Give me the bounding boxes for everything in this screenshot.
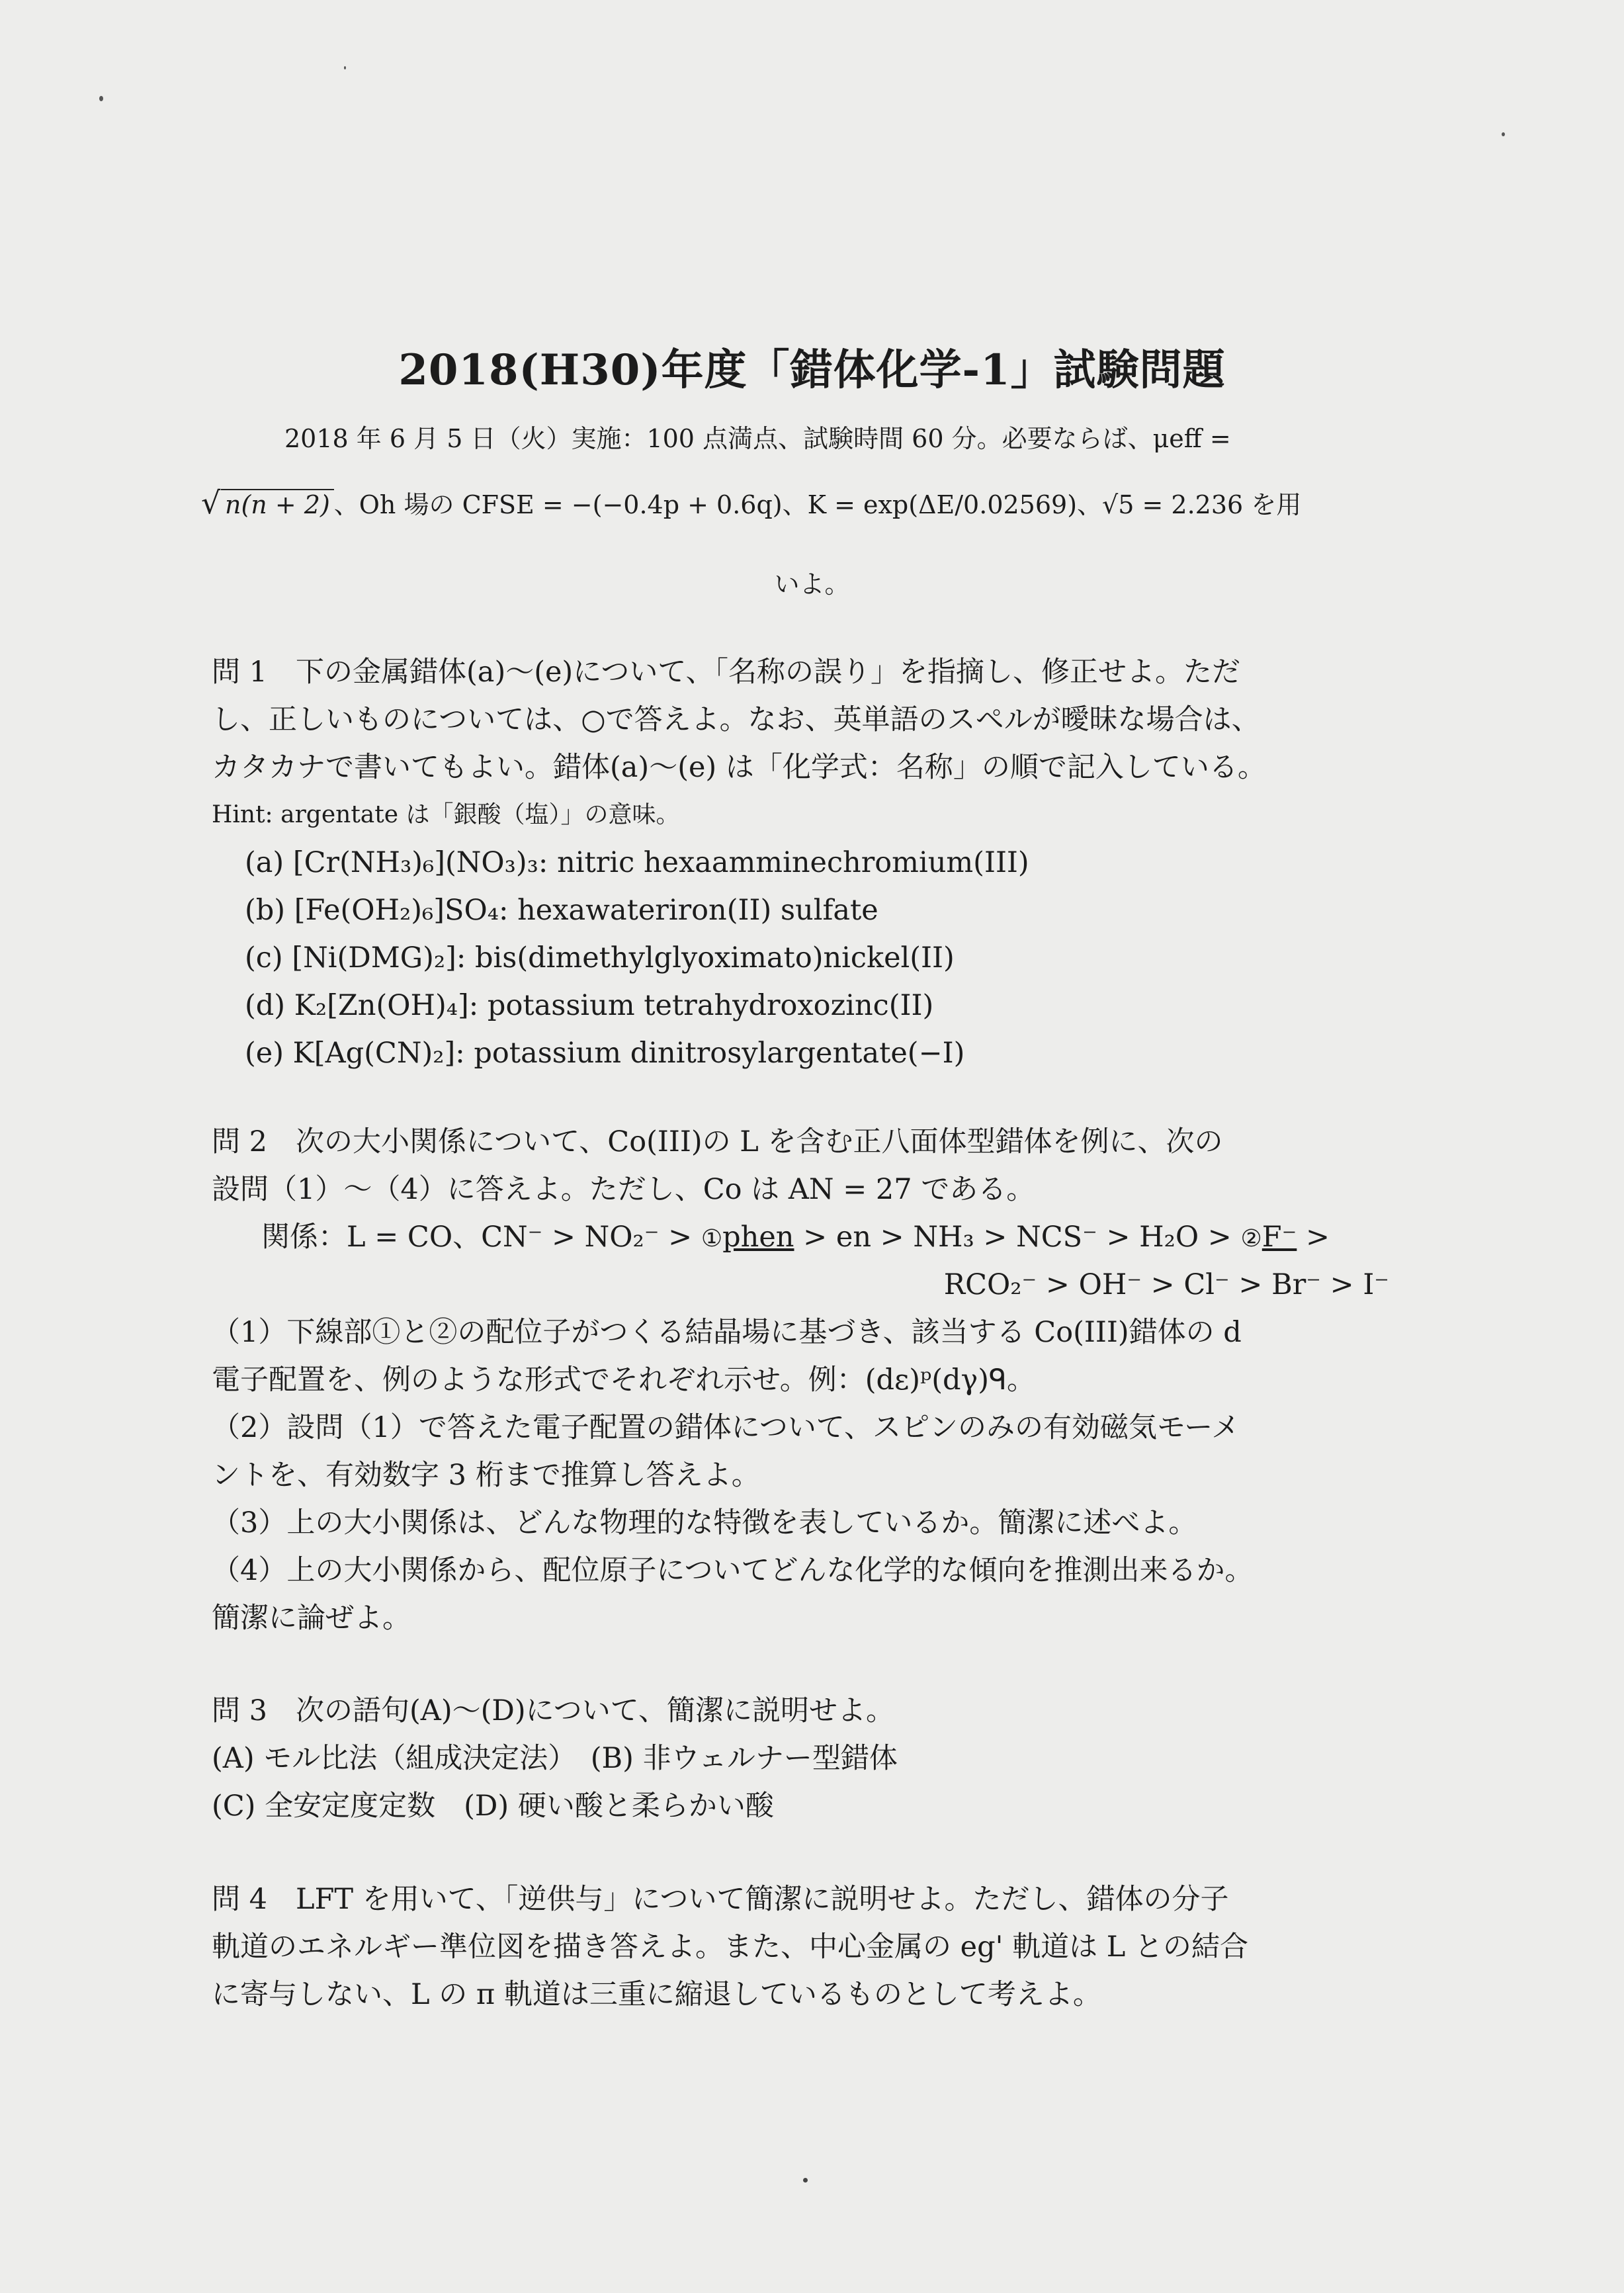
q2-sub-line: （3）上の大小関係は、どんな物理的な特徴を表しているか。簡潔に述べよ。 bbox=[212, 1506, 1197, 1539]
q1-item-a: (a) [Cr(NH₃)₆](NO₃)₃: nitric hexaamminechromium(III) bbox=[245, 846, 1029, 879]
q2-line: 設問（1）〜（4）に答えよ。ただし、Co は AN = 27 である。 bbox=[212, 1173, 1035, 1206]
phen-marker: ① bbox=[701, 1225, 723, 1252]
q3-line: 問 3 次の語句(A)〜(D)について、簡潔に説明せよ。 bbox=[212, 1694, 894, 1727]
scan-speck bbox=[803, 2178, 808, 2183]
question-2 bbox=[212, 1118, 1396, 1642]
q2-relation-line-2: RCO₂⁻ > OH⁻ > Cl⁻ > Br⁻ > I⁻ bbox=[943, 1268, 1389, 1301]
intro-line-2 bbox=[218, 484, 1409, 521]
intro-line-3: いよ。 bbox=[774, 570, 850, 599]
q2-relation bbox=[212, 1213, 1396, 1261]
q2-relation-mid: > en > NH₃ > NCS⁻ > H₂O > bbox=[794, 1221, 1241, 1254]
intro-line-1: 2018 年 6 月 5 日（火）実施：100 点満点、試験時間 60 分。必要ならば、μeff = bbox=[284, 424, 1231, 453]
q2-relation-head: 関係：L = CO、CN⁻ > NO₂⁻ > bbox=[261, 1221, 701, 1254]
fluoride-underlined: F⁻ bbox=[1261, 1221, 1297, 1254]
question-3 bbox=[212, 1687, 1396, 1830]
question-1 bbox=[212, 648, 1396, 1077]
q2-line: 問 2 次の大小関係について、Co(III)の L を含む正八面体型錯体を例に、次の bbox=[212, 1125, 1223, 1158]
q1-line: 問 1 下の金属錯体(a)〜(e)について、「名称の誤り」を指摘し、修正せよ。ただ bbox=[212, 656, 1240, 689]
intro-line-2-text: 、Oh 場の CFSE = −(−0.4p + 0.6q)、K = exp(ΔE/0.02569)、√5 = 2.236 を用 bbox=[333, 490, 1302, 519]
q1-hint: Hint: argentate は「銀酸（塩）」の意味。 bbox=[212, 801, 680, 828]
q2-sub-line: （1）下線部①と②の配位子がつくる結晶場に基づき、該当する Co(III)錯体の d bbox=[212, 1316, 1242, 1349]
exam-title: 2018(H30)年度「錯体化学-1」試験問題 bbox=[398, 345, 1226, 395]
q1-item-c: (c) [Ni(DMG)₂]: bis(dimethylglyoximato)nickel(II) bbox=[245, 941, 955, 974]
scan-speck bbox=[1502, 132, 1505, 136]
q4-line: 問 4 LFT を用いて、「逆供与」について簡潔に説明せよ。ただし、錯体の分子 bbox=[212, 1883, 1229, 1916]
q1-item-b: (b) [Fe(OH₂)₆]SO₄: hexawateriron(II) sulfate bbox=[245, 894, 878, 927]
q3-item-row: (C) 全安定度定数 (D) 硬い酸と柔らかい酸 bbox=[212, 1790, 774, 1823]
q1-line: カタカナで書いてもよい。錯体(a)〜(e) は「化学式：名称」の順で記入している。 bbox=[212, 751, 1266, 784]
scan-speck bbox=[344, 66, 346, 69]
q4-line: に寄与しない、L の π 軌道は三重に縮退しているものとして考えよ。 bbox=[212, 1978, 1101, 2011]
q3-item-row: (A) モル比法（組成決定法） (B) 非ウェルナー型錯体 bbox=[212, 1742, 898, 1775]
q2-sub-line: （2）設問（1）で答えた電子配置の錯体について、スピンのみの有効磁気モーメ bbox=[212, 1411, 1240, 1444]
q2-sub-line: 簡潔に論ぜよ。 bbox=[212, 1602, 411, 1635]
q1-line: し、正しいものについては、○で答えよ。なお、英単語のスペルが曖昧な場合は、 bbox=[212, 703, 1260, 736]
q2-sub-line: 電子配置を、例のような形式でそれぞれ示せ。例：(dε)ᵖ(dγ)ᑫ。 bbox=[212, 1363, 1036, 1397]
sqrt-expression: √ n(n + 2) bbox=[221, 489, 334, 519]
q2-relation-tail: > bbox=[1297, 1221, 1330, 1254]
q4-line: 軌道のエネルギー準位図を描き答えよ。また、中心金属の eg' 軌道は L との結合 bbox=[212, 1930, 1249, 1964]
scan-speck bbox=[99, 96, 103, 101]
q2-sub-line: ントを、有効数字 3 桁まで推算し答えよ。 bbox=[212, 1459, 760, 1492]
f-marker: ② bbox=[1240, 1225, 1262, 1252]
phen-underlined: phen bbox=[722, 1221, 794, 1254]
question-4 bbox=[212, 1876, 1396, 2018]
q1-item-d: (d) K₂[Zn(OH)₄]: potassium tetrahydroxozinc(II) bbox=[245, 989, 934, 1022]
q1-item-e: (e) K[Ag(CN)₂]: potassium dinitrosylargentate(−I) bbox=[245, 1037, 965, 1070]
q2-sub-line: （4）上の大小関係から、配位原子についてどんな化学的な傾向を推測出来るか。 bbox=[212, 1554, 1254, 1587]
